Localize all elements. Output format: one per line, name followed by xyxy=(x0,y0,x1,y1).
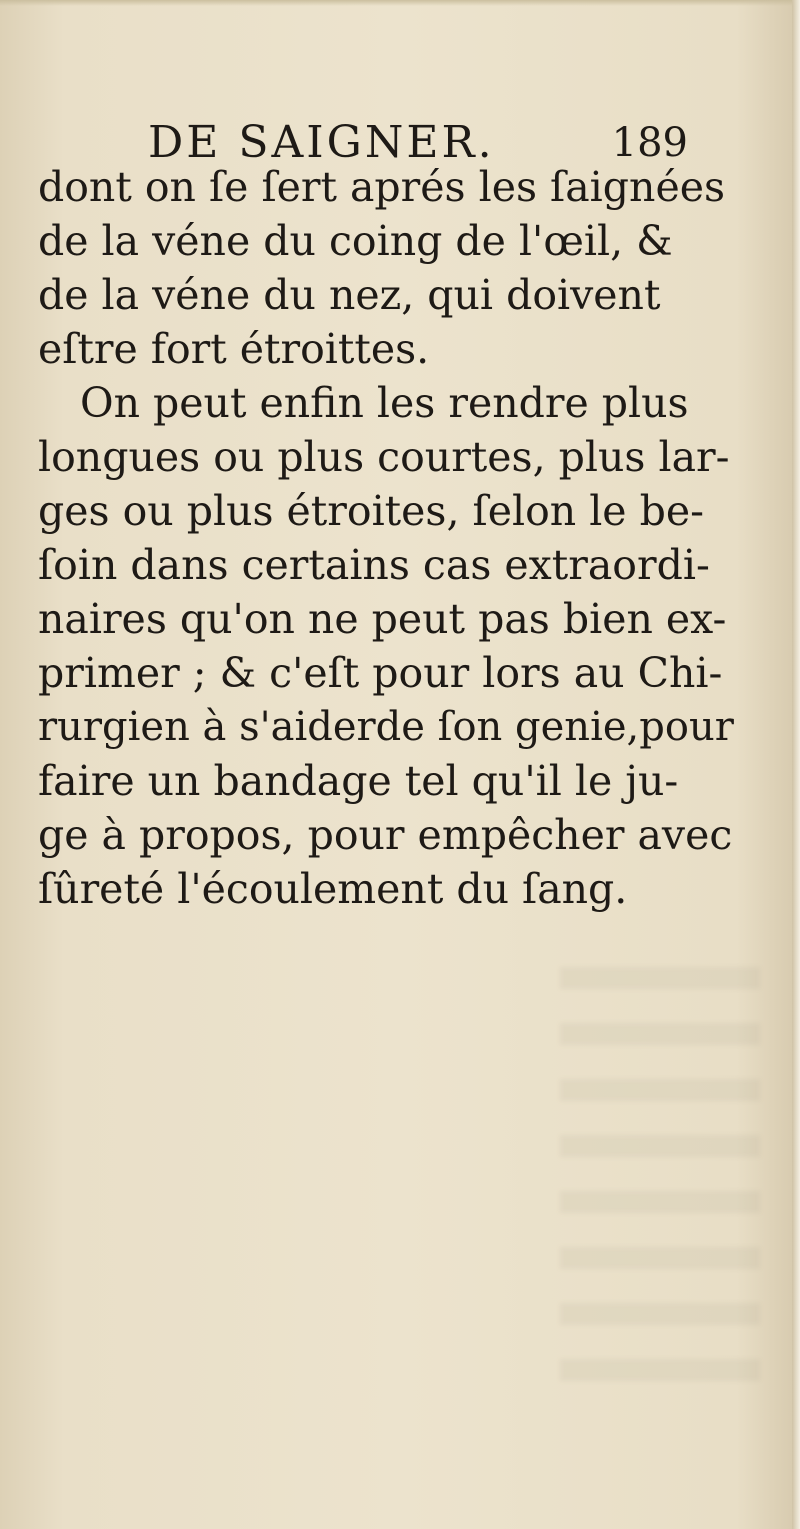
text-line-8: ſoin dans certains cas extraordi- xyxy=(38,541,710,589)
page-right-edge xyxy=(792,0,800,1529)
text-line-4: eſtre fort étroittes. xyxy=(38,325,430,373)
show-through-text xyxy=(560,945,760,1385)
text-line-14: ſûreté l'écoulement du ſang. xyxy=(38,865,628,913)
text-line-10: primer ; & c'eſt pour lors au Chi- xyxy=(38,649,723,697)
page-top-edge xyxy=(0,0,800,6)
body-text xyxy=(38,160,734,916)
text-line-1: dont on ſe ſert aprés les ſaignées xyxy=(38,163,726,211)
text-line-11: rurgien à s'aiderde ſon genie,pour xyxy=(38,704,734,750)
text-line-12: faire un bandage tel qu'il le ju- xyxy=(38,757,679,805)
text-line-9: naires qu'on ne peut pas bien ex- xyxy=(38,595,727,643)
running-head: DE SAIGNER. xyxy=(148,117,495,168)
text-line-5: On peut enfin les rendre plus xyxy=(80,379,689,427)
text-line-6: longues ou plus courtes, plus lar- xyxy=(38,433,730,481)
text-line-7: ges ou plus étroites, ſelon le be- xyxy=(38,487,704,535)
text-line-2: de la véne du coing de l'œil, & xyxy=(38,217,673,265)
page-number: 189 xyxy=(611,120,688,166)
text-line-3: de la véne du nez, qui doivent xyxy=(38,271,661,319)
text-line-13: ge à propos, pour empêcher avec xyxy=(38,811,733,859)
